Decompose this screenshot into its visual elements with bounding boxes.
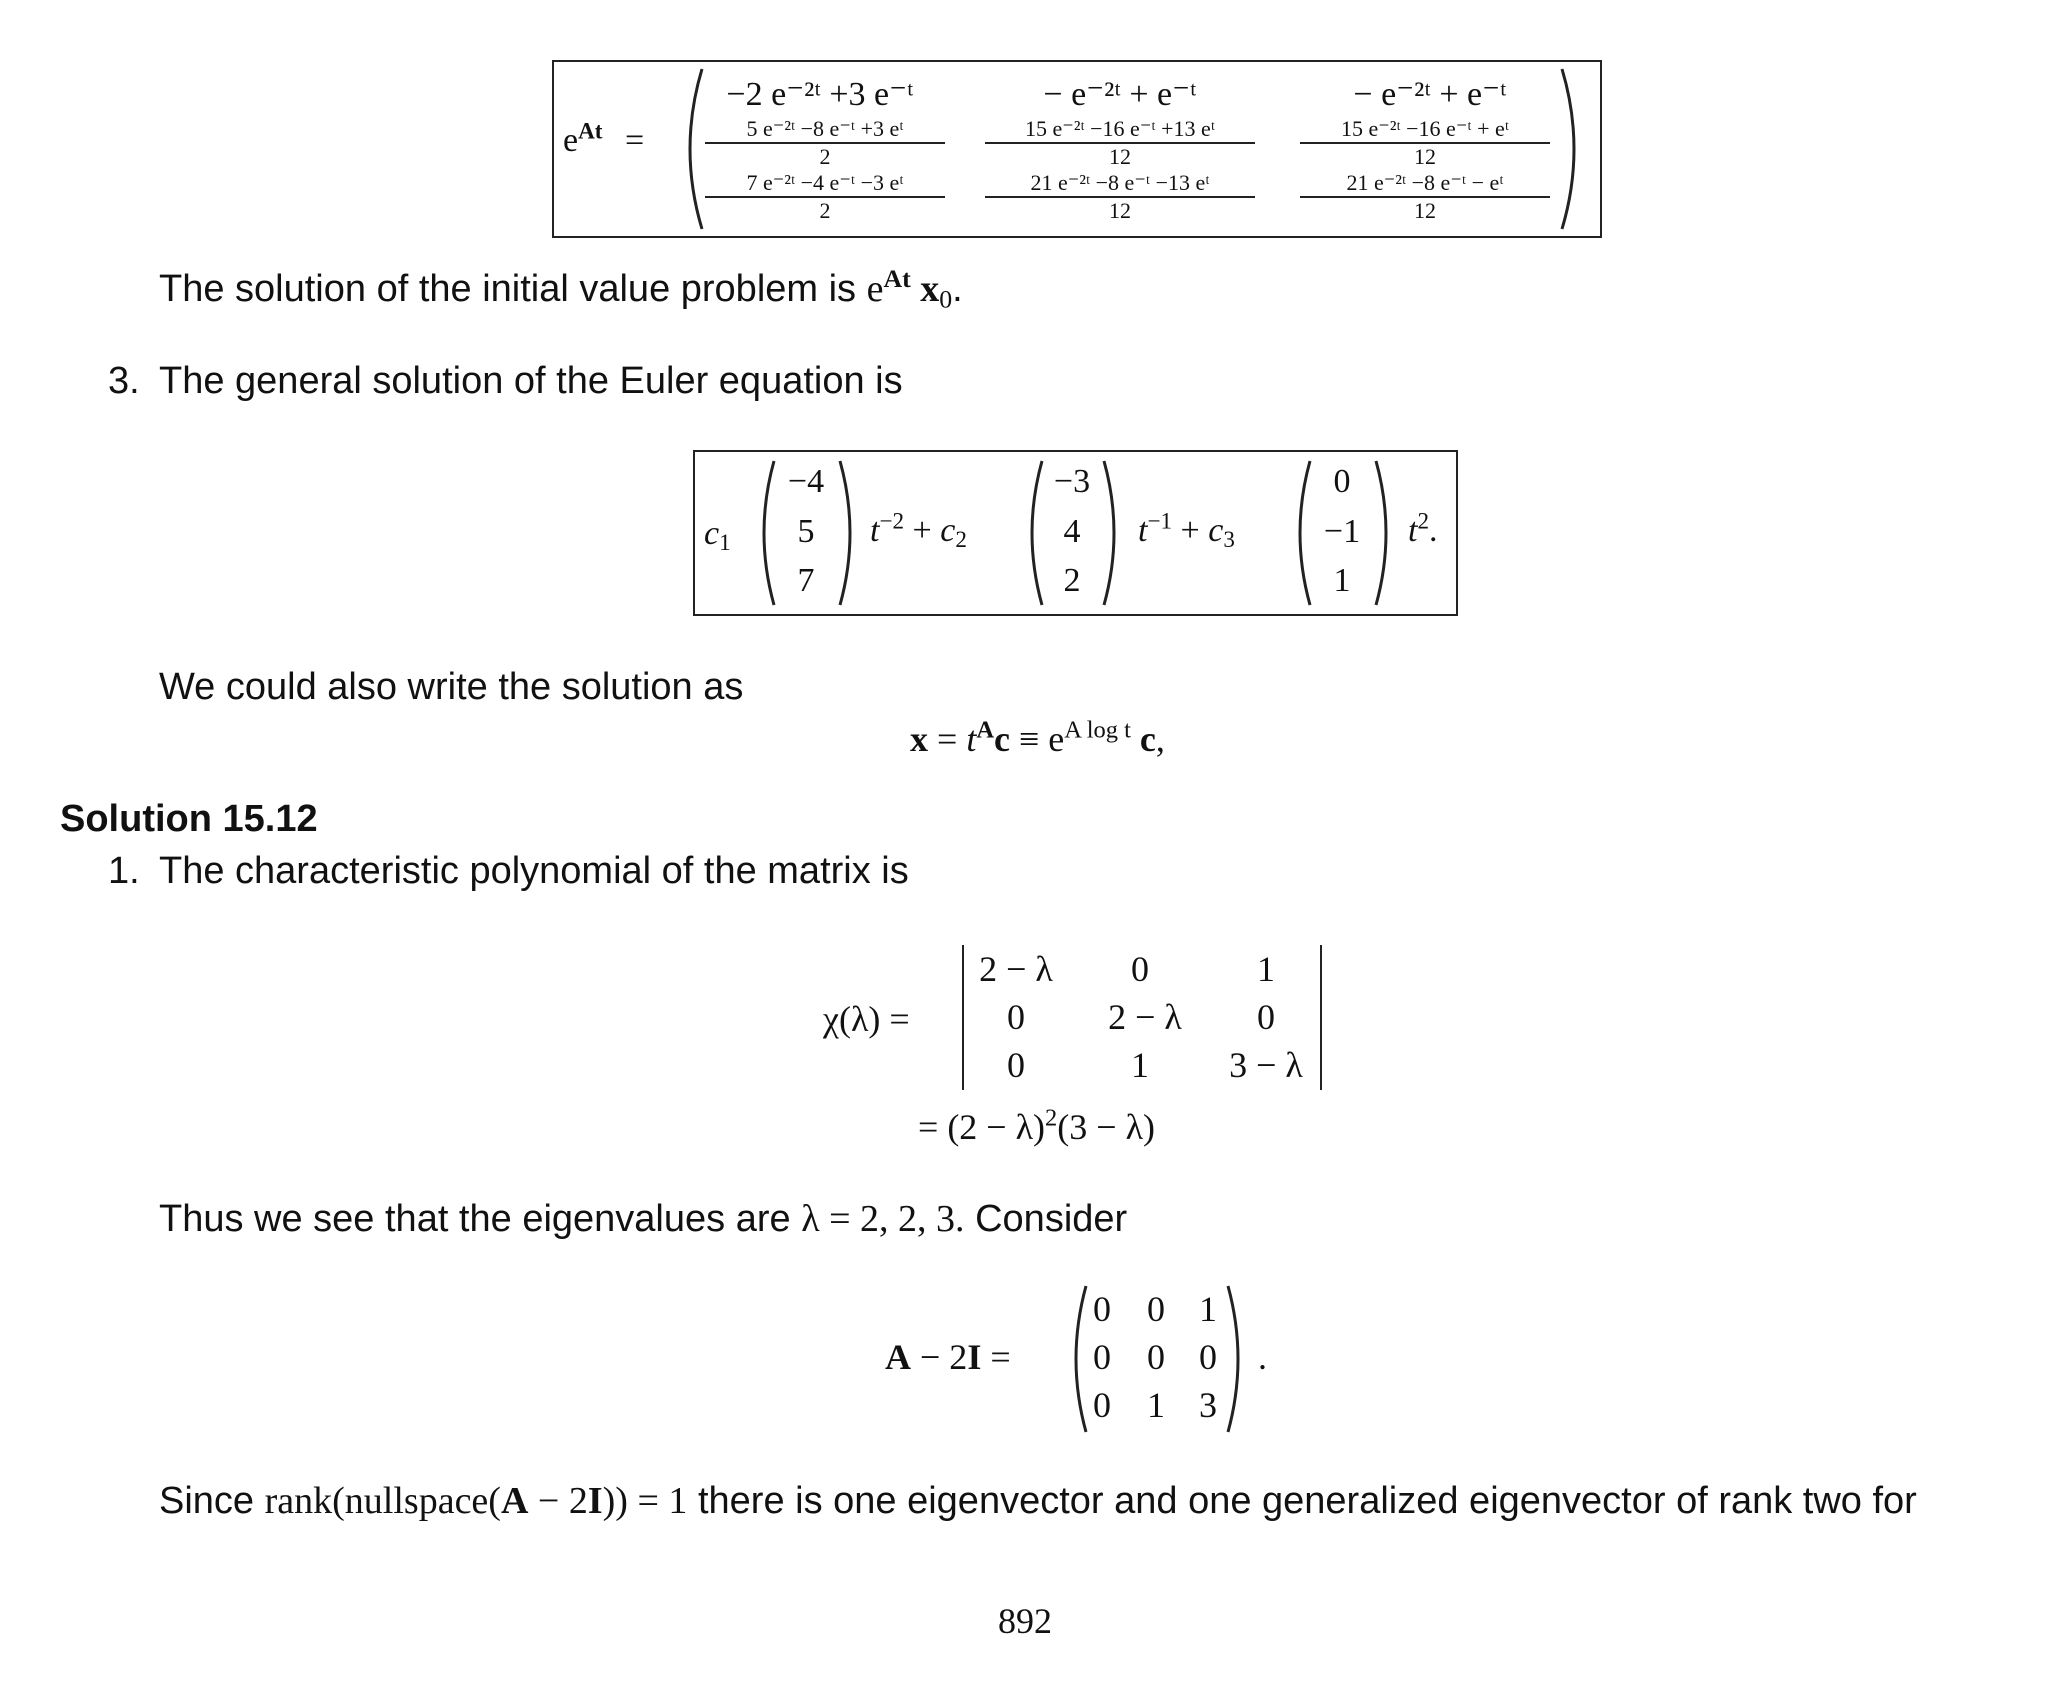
char-poly-m22: 3 − λ xyxy=(1229,1045,1303,1085)
char-poly-result: = $(2 - \lambda)^2(3 - \lambda)$ xyxy=(918,1104,1156,1147)
eAt-r2c3: 15 e⁻²ᵗ −16 e⁻ᵗ + eᵗ 12 xyxy=(1300,118,1550,168)
euler-term3-rest: $t^2$. xyxy=(1408,508,1438,549)
eAt-r1c1: −2 e⁻²ᵗ +3 e⁻ᵗ xyxy=(726,76,914,113)
euler-term2-rest: $t^{-1} + c_3$ xyxy=(1138,508,1235,553)
a2i-m02: 1 xyxy=(1199,1289,1217,1329)
euler-v1-right-paren xyxy=(836,458,862,608)
eAt-r3c2: 21 e⁻²ᵗ −8 e⁻ᵗ −13 eᵗ 12 xyxy=(985,172,1255,222)
euler-v1-0: −4 xyxy=(787,463,825,500)
char-poly-m01: 0 xyxy=(1131,949,1149,989)
eAt-lhs: $e^{At}$ = xyxy=(563,118,645,159)
eAt-r2c2: 15 e⁻²ᵗ −16 e⁻ᵗ +13 eᵗ 12 xyxy=(985,118,1255,168)
euler-v3-1: −1 xyxy=(1323,513,1361,550)
a2i-m21: 1 xyxy=(1147,1385,1165,1425)
euler-v1-left-paren xyxy=(752,458,778,608)
char-poly-m12: 0 xyxy=(1257,997,1275,1037)
euler-v1-2: 7 xyxy=(797,562,815,599)
alt-solution-equation: $x = t^Ac \equiv e^{A log t}$ c, xyxy=(910,716,1165,759)
a2i-m11: 0 xyxy=(1147,1337,1165,1377)
a-minus-2i-right-paren xyxy=(1224,1283,1250,1435)
euler-v3-right-paren xyxy=(1372,458,1398,608)
euler-term1-rest: $t^{-2} + c_2$ xyxy=(870,508,967,553)
a2i-m22: 3 xyxy=(1199,1385,1217,1425)
a2i-m12: 0 xyxy=(1199,1337,1217,1377)
eAt-r3c3: 21 e⁻²ᵗ −8 e⁻ᵗ − eᵗ 12 xyxy=(1300,172,1550,222)
a-minus-2i-end: . xyxy=(1258,1337,1267,1377)
eAt-r1c3: − e⁻²ᵗ + e⁻ᵗ xyxy=(1353,76,1507,113)
euler-v2-right-paren xyxy=(1100,458,1126,608)
char-poly-m10: 0 xyxy=(1007,997,1025,1037)
char-poly-m11: 2 − λ xyxy=(1108,997,1182,1037)
also-write-text: We could also write the solution as xyxy=(159,666,744,708)
euler-v2-2: 2 xyxy=(1063,562,1081,599)
item-1-number: 1. xyxy=(108,850,140,892)
page-number: 892 xyxy=(998,1601,1052,1641)
char-poly-left-bar xyxy=(962,945,964,1090)
euler-c1: $c_1$ xyxy=(704,515,731,556)
euler-v3-0: 0 xyxy=(1333,463,1351,500)
euler-v3-2: 1 xyxy=(1333,562,1351,599)
char-poly-lhs: χ(λ) = xyxy=(823,999,910,1039)
rank-sentence: Since rank(nullspace(A − 2I)) = 1 there is one eigenvector and one generalized eigenvector of rank two for xyxy=(159,1480,1917,1522)
a2i-m10: 0 xyxy=(1093,1337,1111,1377)
eAt-r2c1: 5 e⁻²ᵗ −8 e⁻ᵗ +3 eᵗ 2 xyxy=(705,118,945,168)
char-poly-right-bar xyxy=(1320,945,1322,1090)
a2i-m20: 0 xyxy=(1093,1385,1111,1425)
a2i-m00: 0 xyxy=(1093,1289,1111,1329)
char-poly-m21: 1 xyxy=(1131,1045,1149,1085)
euler-v2-0: −3 xyxy=(1053,463,1091,500)
item-3-text: The general solution of the Euler equation is xyxy=(159,360,903,402)
eAt-r3c1: 7 e⁻²ᵗ −4 e⁻ᵗ −3 eᵗ 2 xyxy=(705,172,945,222)
euler-v1-1: 5 xyxy=(797,513,815,550)
eAt-r1c2: − e⁻²ᵗ + e⁻ᵗ xyxy=(1043,76,1197,113)
item-1-text: The characteristic polynomial of the matrix is xyxy=(159,850,909,892)
char-poly-m00: 2 − λ xyxy=(979,949,1053,989)
a-minus-2i-lhs: A − 2I = xyxy=(885,1337,1011,1377)
item-3-number: 3. xyxy=(108,360,140,402)
eAt-right-paren xyxy=(1558,66,1588,232)
char-poly-m20: 0 xyxy=(1007,1045,1025,1085)
euler-v2-1: 4 xyxy=(1063,513,1081,550)
char-poly-m02: 1 xyxy=(1257,949,1275,989)
solution-heading: Solution 15.12 xyxy=(60,798,318,840)
a2i-m01: 0 xyxy=(1147,1289,1165,1329)
eigen-sentence: Thus we see that the eigenvalues are λ = 2, 2, 3. Consider xyxy=(159,1198,1128,1240)
ivp-sentence: The solution of the initial value problem is $e^{At}$ $x_0$. xyxy=(159,263,963,314)
